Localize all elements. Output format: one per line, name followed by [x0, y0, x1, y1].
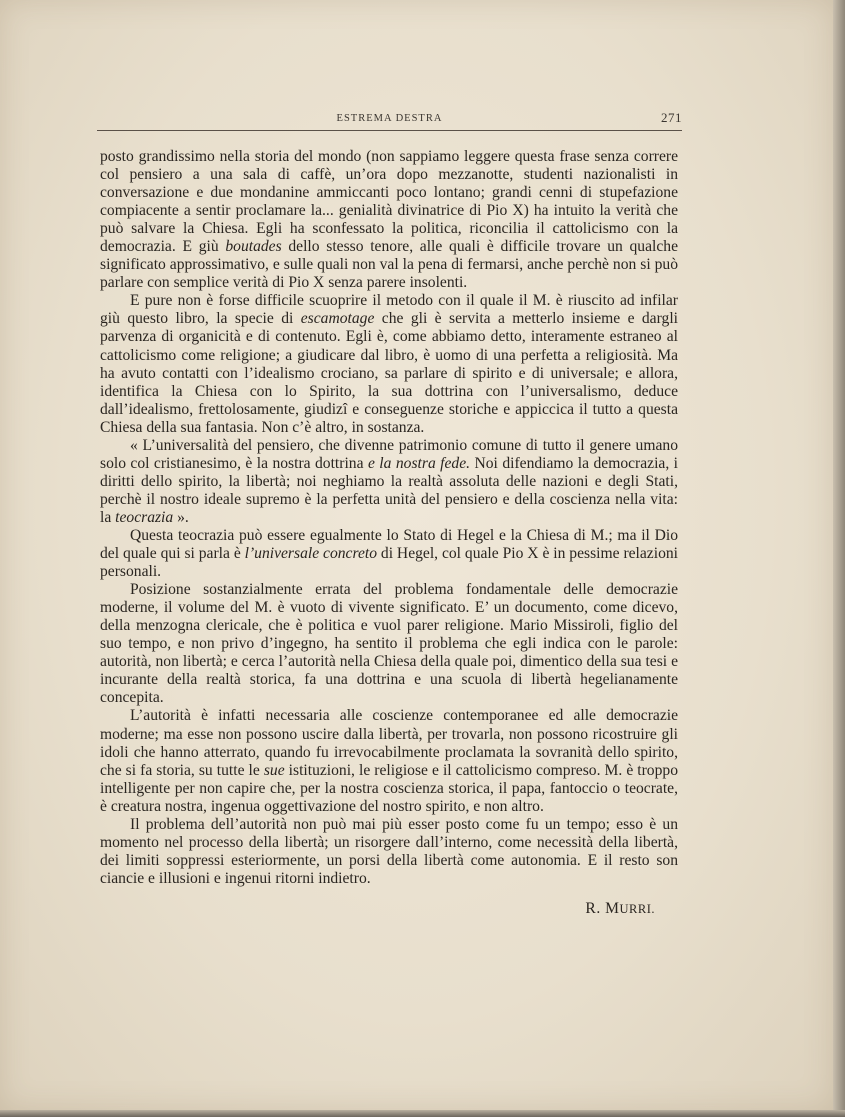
text-segment: « L’universalità del pensiero, che divenne patrimonio comune di tutto il genere umano solo col cristianesimo, è la nostra dottrina	[100, 436, 678, 472]
text-segment: Noi difendiamo la democrazia, i diritti dello spirito, la libertà; noi neghiamo la realtà assoluta delle nazioni e degli Stati, perchè il nostro ideale supremo è la perfetta unità del pensiero e della coscienza nella vita: la	[100, 454, 678, 526]
text-segment: L’autorità è infatti necessaria alle coscienze contemporanee ed alle democrazie moderne; ma esse non possono uscire dalla libertà, per trovarla, non possono ricostruire gli idoli che hanno atterrato, quando fu irrevocabilmente proclamata la sovranità dello spirito, che si fa storia, su tutte le	[100, 707, 678, 779]
page-number: 271	[661, 110, 682, 125]
italic-text: boutades	[225, 238, 282, 256]
page-header	[97, 110, 682, 130]
text-segment: E pure non è forse difficile scuoprire il metodo con il quale il M. è riuscito ad infilar giù questo libro, la specie di	[100, 292, 678, 328]
italic-text: l’universale concreto	[244, 545, 377, 563]
paragraph	[100, 581, 678, 707]
paragraph	[100, 527, 678, 581]
text-segment: ».	[173, 508, 189, 526]
article-body	[100, 148, 678, 888]
text-segment: Posizione sostanzialmente errata del problema fondamentale delle democrazie moderne, il volume del M. è vuoto di vivente significato. E’ un documento, come dicevo, della menzogna clericale, che è politica e vuol parer religione. Mario Missiroli, figlio del suo tempo, e non privo d’ingegno, ha sentito il problema che egli indica con le parole: autorità, non libertà; e cerca l’autorità nella Chiesa della quale poi, dimentico della sua tesi e incurante della realtà storica, fa una dottrina e una scuola di libertà hegelianamente concepita.	[100, 581, 678, 707]
italic-text: sue	[263, 761, 285, 779]
italic-text: escamotage	[300, 310, 375, 328]
signature-initial: R. M	[585, 900, 620, 917]
signature-rest: URRI.	[619, 902, 655, 916]
text-segment: posto grandissimo nella storia del mondo (non sappiamo leggere questa frase senza correre col pensiero a una sala di caffè, un’ora dopo mezzanotte, studenti nazionalisti in conversazione e due mondanine ammiccanti poco lontano; grandi cenni di stupefazione compiacente a sentir proclamare la... genialità divinatrice di Pio X) ha intuito la verità che può salvare la Chiesa. Egli ha sconfessato la politica, riconcilia il cattolicismo con la democrazia. E giù	[100, 148, 678, 256]
header-rule	[97, 130, 682, 131]
paragraph	[100, 437, 678, 527]
paragraph	[100, 292, 678, 436]
page-edge-bottom	[0, 1110, 845, 1117]
italic-text: teocrazia	[115, 508, 174, 526]
italic-text: e la nostra fede.	[367, 454, 471, 472]
text-segment: di Hegel, col quale Pio X è in pessime relazioni personali.	[100, 545, 678, 581]
text-segment: Il problema dell’autorità non può mai più esser posto come fu un tempo; esso è un momento nel processo della libertà; un risorgere dall’interno, come necessità della libertà, dei limiti soppressi esteriormente, un porsi della libertà come autonomia. E il resto son ciancie e illusioni e ingenui ritorni indietro.	[100, 815, 678, 887]
paragraph	[100, 816, 678, 888]
text-segment: che gli è servita a metterlo insieme e dargli parvenza di organicità e di contenuto. Egli è, come abbiamo detto, interamente estraneo al cattolicismo come religione; a giudicare dal libro, è uomo di una perfetta a religiosità. Ma ha avuto contatti con l’idealismo crociano, sa parlare di spirito e di universale; e allora, identifica la Chiesa con lo Spirito, la sua dottrina con l’universalismo, deduce dall’idealismo, frettolosamente, giudizî e conseguenze storiche e appiccica il tutto a questa Chiesa della sua fantasia. Non c’è altro, in sostanza.	[100, 310, 678, 436]
paragraph	[100, 707, 678, 815]
author-signature	[585, 900, 655, 918]
text-segment: istituzioni, le religiose e il cattolicismo compreso. M. è troppo intelligente per non capire che, per la nostra coscienza storica, il papa, fantoccio o teocrate, è creatura nostra, ingenua oggettivazione del nostro spirito, e non altro.	[100, 761, 678, 815]
paragraph	[100, 148, 678, 292]
page-edge-right	[833, 0, 845, 1117]
text-segment: dello stesso tenore, alle quali è difficile trovare un qualche significato approssimativo, e sulle quali non val la pena di fermarsi, anche perchè non si può parlare con semplice verità di Pio X senza parere insolenti.	[100, 238, 678, 292]
text-segment: Questa teocrazia può essere egualmente lo Stato di Hegel e la Chiesa di M.; ma il Dio del quale qui si parla è	[100, 526, 678, 563]
running-title: ESTREMA DESTRA	[336, 113, 443, 124]
